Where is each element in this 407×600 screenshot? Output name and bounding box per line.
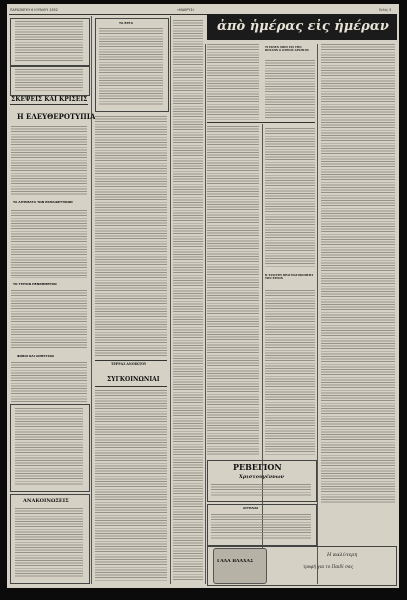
slogan-line-2: τροφή για το Παιδί σας — [303, 564, 354, 569]
transport-title: ΣΥΓΚΟΙΝΩΝΙΑΙ — [107, 376, 160, 383]
works-box-title: ΤΑ ΕΡΓΑ — [119, 21, 133, 25]
left-section-title: ΣΚΕΨΕΙΣ ΚΑΙ ΚΡΙΣΕΙΣ — [11, 96, 88, 103]
header-page-number: Σελίς 3 — [379, 8, 392, 12]
milk-brand: ΓΑΛΑ ΒΛΑΧΑΣ — [217, 559, 254, 564]
header-paper-name: «ΜΑΚΡΥΣ» — [177, 8, 195, 12]
article-title: Η ΕΛΕΥΘΕΡΟΤΥΠΙΑ — [17, 112, 96, 121]
milk-can-image — [213, 548, 267, 584]
column-headline: ΤΕΡΡΑΣ ΑΝΟΙΚΤΟΥ — [111, 362, 147, 366]
center-headline-2: Η ΤΑΧΙΣΤΗ ΠΡΑΓΜΑΤΟΠΟΙΗΣΙΣ ΤΩΝ ΕΡΓΩΝ — [265, 274, 314, 280]
banner-title: ἀπὸ ἡμέρας εἰς ἡμέραν — [217, 19, 389, 34]
center-headline: ΤΙ ΕΙΠΕΝ ΧΘΕΣ ΕΙΣ ΤΗΝ ΒΟΥΛΗΝ Ο ΚΥΡΙΟΣ ΑΡΧΗΓΟΣ — [265, 46, 309, 52]
ad-reveillon: ΡΕΒΕΓΙΟΝ — [233, 462, 282, 472]
header-date: ΠΑΡΑΣΚΕΥΗ 6 ΙΟΥΝΙΟΥ 1952 — [10, 8, 58, 12]
slogan-line-1: Η καλύτερη — [327, 552, 358, 558]
subhead-fears: ΦΟΒΟΙ ΚΑΙ ΑΝΗΣΥΧΙΑΙ — [17, 354, 55, 358]
subhead-third: ΤΟ ΤΡΙΤΟΝ ΠΕΝΘΗΜΕΡΟΝ — [13, 282, 57, 286]
masthead-banner — [207, 14, 397, 40]
ad-classifieds: ΑΓΓΕΛΙΑΙ — [243, 506, 259, 510]
newspaper-page — [7, 4, 399, 588]
notices-title: ΑΝΑΚΟΙΝΩΣΕΙΣ — [23, 498, 69, 504]
subhead-teachers: ΤΑ ΑΙΤΗΜΑΤΑ ΤΩΝ ΕΚΠΑΙΔΕΥΤΙΚΩΝ — [13, 200, 73, 204]
ad-reveillon-sub: Χριστουγέννων — [239, 474, 284, 480]
